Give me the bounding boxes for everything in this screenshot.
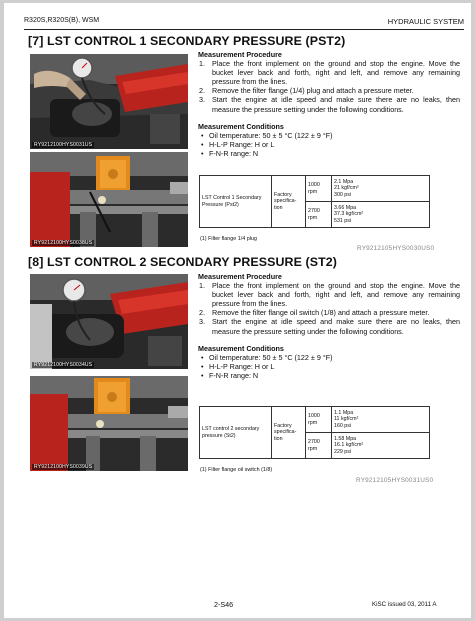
conditions-list bbox=[198, 353, 460, 380]
section-8-title: [8] LST CONTROL 2 SECONDARY PRESSURE (ST2) bbox=[28, 255, 337, 269]
section-7-text bbox=[198, 50, 460, 158]
section-8-text bbox=[198, 272, 460, 380]
spec-factory: Factory specifica-tion bbox=[272, 407, 306, 459]
header-model: R320S,R320S(B), WSM bbox=[24, 17, 100, 24]
measurement-conditions-heading: Measurement Conditions bbox=[198, 343, 284, 353]
condition-item: • H-L-P Range: H or L bbox=[201, 361, 275, 371]
section-8-code: RY9212105HYS0031US0 bbox=[356, 477, 434, 484]
section-8-photo-gauge bbox=[30, 274, 188, 369]
section-7-spec-table bbox=[199, 175, 430, 228]
procedure-step: 3. Start the engine at idle speed and make sure there are no leaks, then measure the pressure setting under the following conditions. bbox=[199, 95, 460, 114]
section-7-photo-flange bbox=[30, 152, 188, 247]
section-7-photo-gauge bbox=[30, 54, 188, 149]
issue-info: KiSC issued 03, 2011 A bbox=[372, 601, 437, 608]
section-8-spec-table bbox=[199, 406, 430, 459]
procedure-step: 1. Place the front implement on the ground and stop the engine. Move the bucket lever back and forth, right and left, and remove any remaining pressure from the lines. bbox=[199, 281, 460, 309]
condition-item: • F-N-R range: N bbox=[201, 148, 259, 158]
spec-rpm: 1000 rpm bbox=[306, 407, 332, 433]
header-chapter: HYDRAULIC SYSTEM bbox=[387, 17, 464, 26]
procedure-step: 1. Place the front implement on the ground and stop the engine. Move the bucket lever back and forth, right and left, and remove any remaining pressure from the lines. bbox=[199, 59, 460, 87]
spec-name: LST Control 1 Secondary Pressure (Pst2) bbox=[200, 176, 272, 228]
photo-code: RY9212100HYS0034US bbox=[34, 362, 93, 368]
procedure-steps bbox=[198, 281, 460, 336]
spec-rpm: 2700 rpm bbox=[306, 202, 332, 228]
condition-item: • H-L-P Range: H or L bbox=[201, 139, 275, 149]
page-number: 2-S46 bbox=[214, 600, 234, 609]
measurement-conditions-heading: Measurement Conditions bbox=[198, 121, 284, 131]
section-7-footnote: (1) Filter flange 1/4 plug bbox=[200, 236, 257, 242]
photo-code: RY9212100HYS0038US bbox=[34, 240, 93, 246]
measurement-procedure-heading: Measurement Procedure bbox=[198, 50, 282, 59]
spec-value: 2.1 Mpa 21 kgf/cm² 300 psi bbox=[332, 176, 430, 202]
procedure-step: 3. Start the engine at idle speed and make sure there are no leaks, then measure the pressure setting under the following conditions. bbox=[199, 317, 460, 336]
spec-value: 3.66 Mpa 37.3 kgf/cm² 531 psi bbox=[332, 202, 430, 228]
condition-item: • F-N-R range: N bbox=[201, 370, 259, 380]
manual-page bbox=[4, 3, 471, 618]
procedure-step: 2. Remove the filter flange (1/4) plug and attach a pressure meter. bbox=[199, 86, 414, 96]
condition-item: • Oil temperature: 50 ± 5 °C (122 ± 9 °F) bbox=[201, 130, 333, 140]
section-7-title: [7] LST CONTROL 1 SECONDARY PRESSURE (PST2) bbox=[28, 34, 346, 48]
spec-rpm: 1000 rpm bbox=[306, 176, 332, 202]
condition-item: • Oil temperature: 50 ± 5 °C (122 ± 9 °F) bbox=[201, 352, 333, 362]
photo-code: RY9212100HYS0031US bbox=[34, 142, 93, 148]
procedure-step: 2. Remove the filter flange oil switch (1/8) and attach a pressure meter. bbox=[199, 308, 430, 318]
spec-factory: Factory specifica-tion bbox=[272, 176, 306, 228]
section-8-photo-flange bbox=[30, 376, 188, 471]
section-7-code: RY9212105HYS0030US0 bbox=[357, 245, 435, 252]
spec-value: 1.1 Mpa 11 kgf/cm² 160 psi bbox=[332, 407, 430, 433]
measurement-procedure-heading: Measurement Procedure bbox=[198, 272, 282, 281]
page-header bbox=[24, 16, 464, 30]
conditions-list bbox=[198, 131, 460, 158]
photo-code: RY9212100HYS0039US bbox=[34, 464, 93, 470]
spec-rpm: 2700 rpm bbox=[306, 433, 332, 459]
spec-name: LST control 2 secondary pressure (St2) bbox=[200, 407, 272, 459]
procedure-steps bbox=[198, 59, 460, 114]
section-8-footnote: (1) Filter flange oil switch (1/8) bbox=[200, 467, 273, 473]
spec-value: 1.58 Mpa 16.1 kgf/cm² 229 psi bbox=[332, 433, 430, 459]
